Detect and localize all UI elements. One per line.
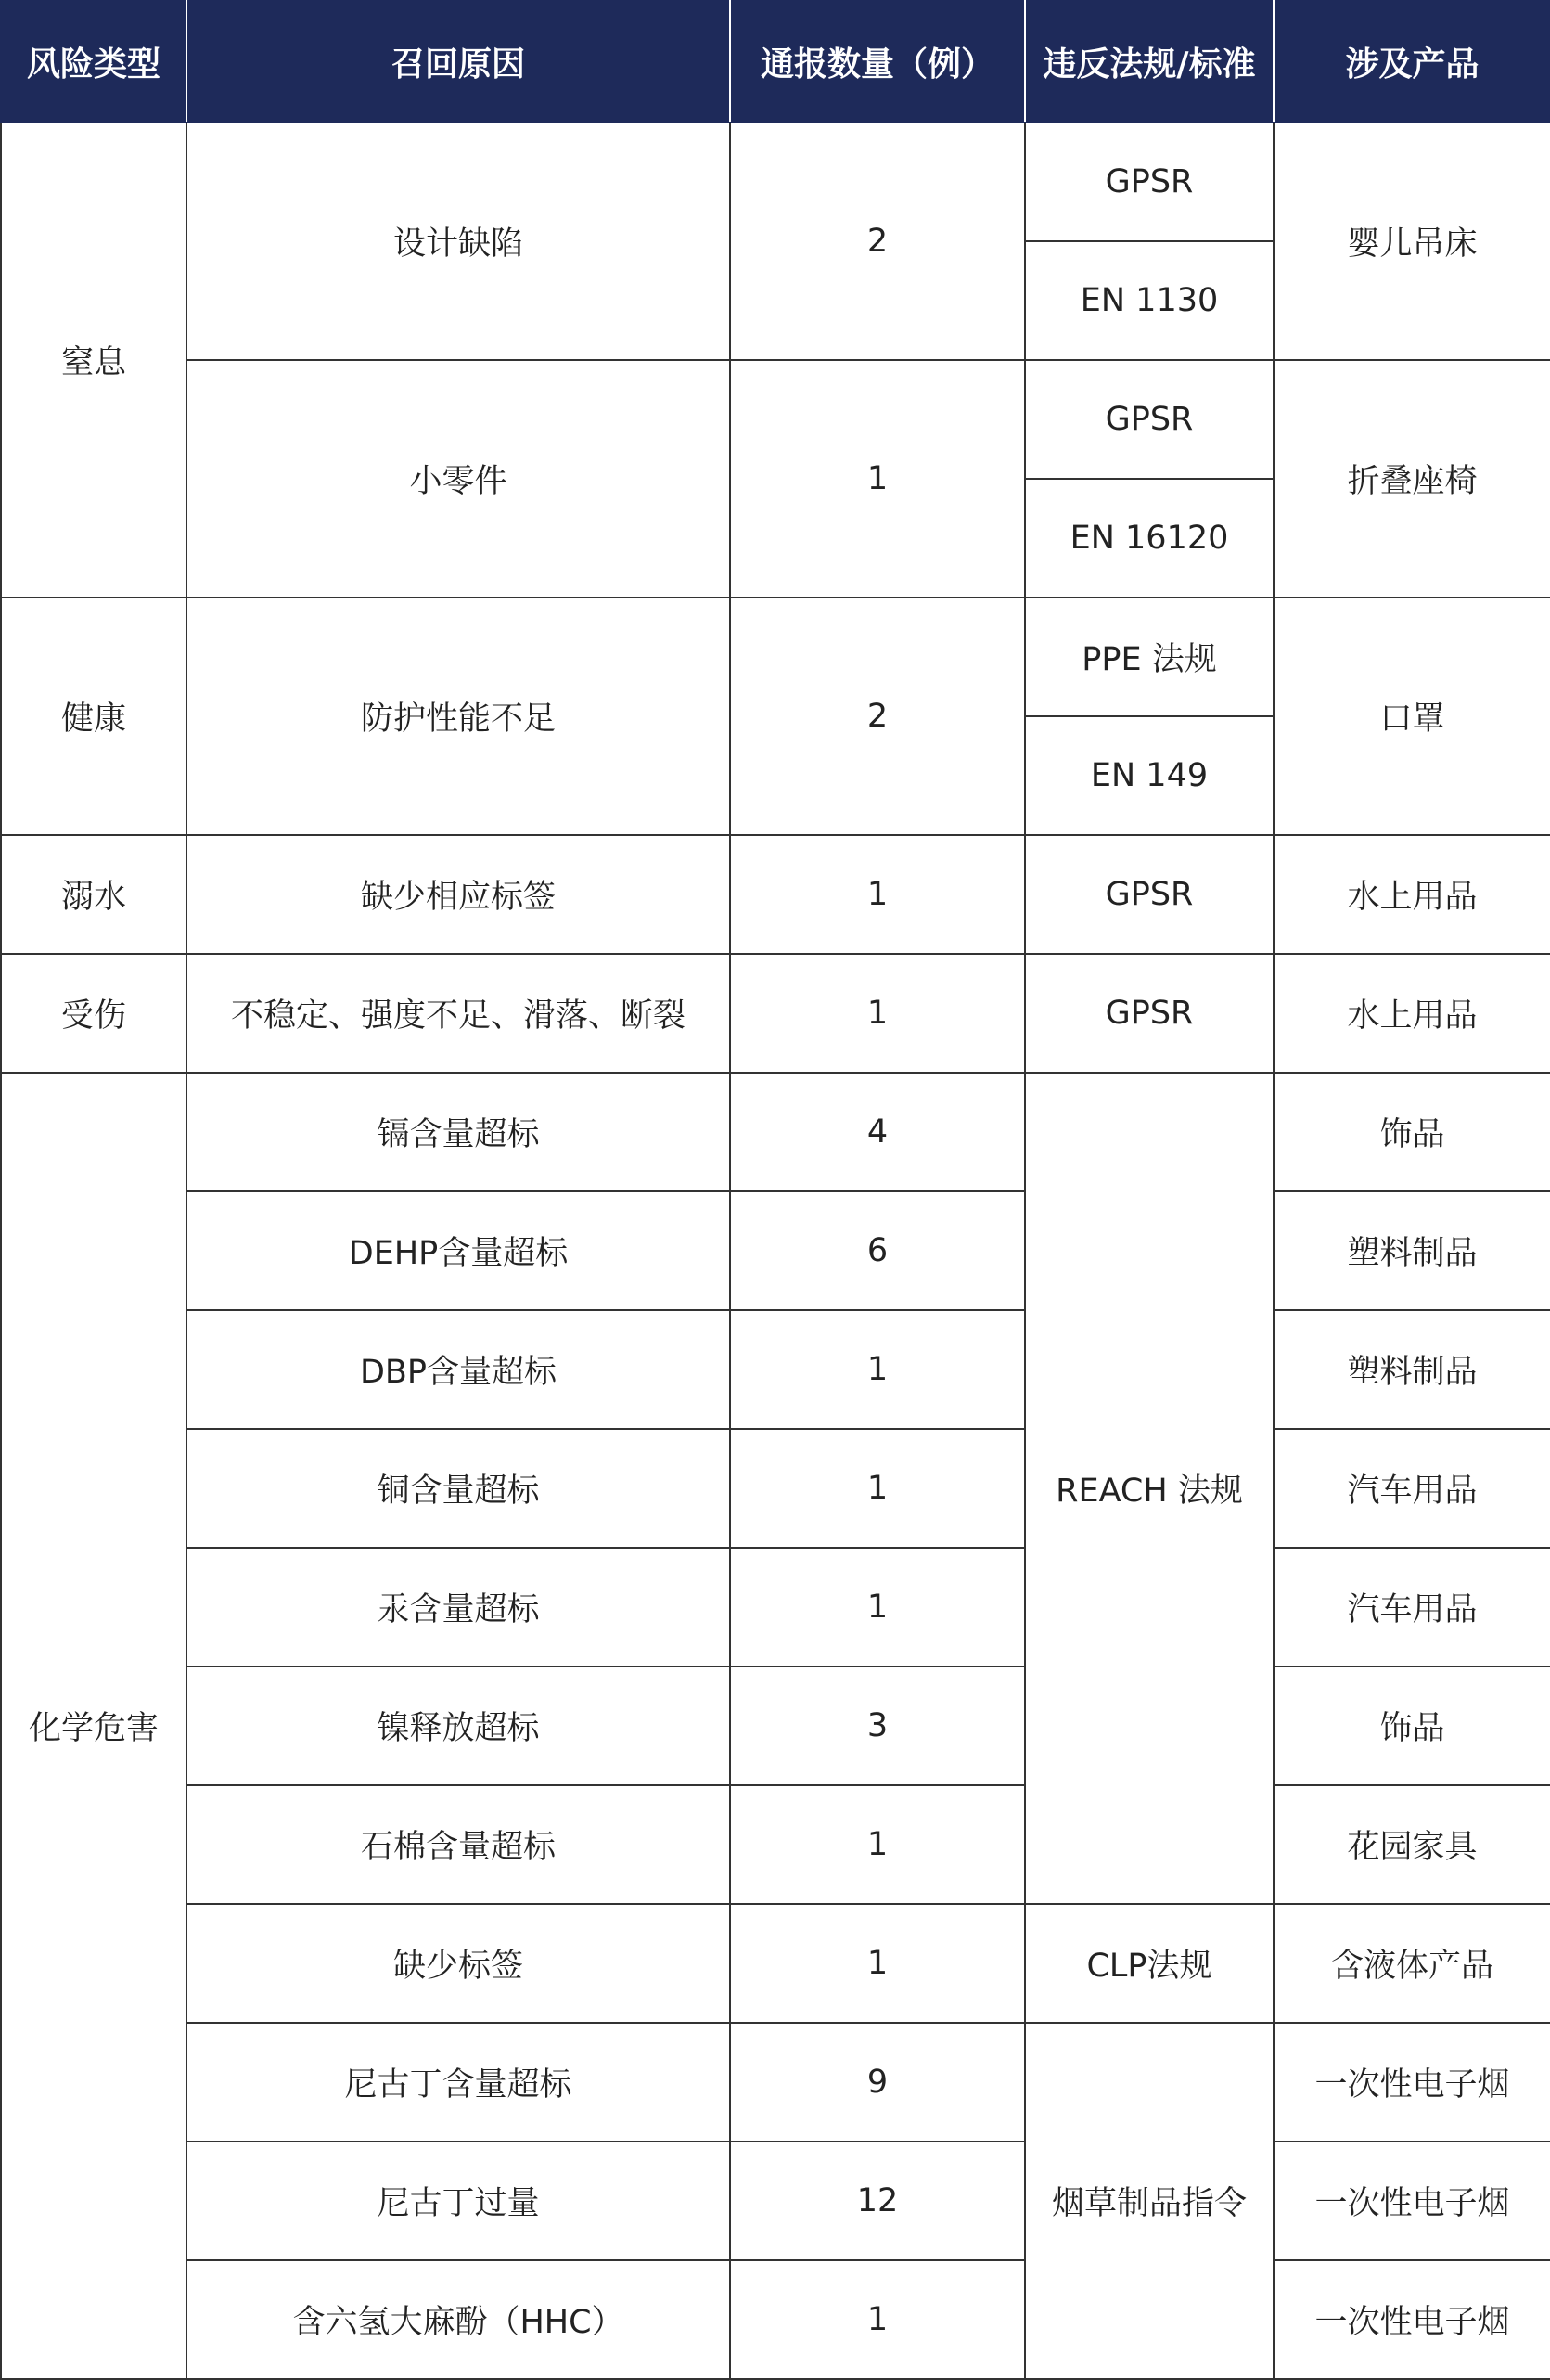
count-cell: 1 <box>730 1785 1025 1904</box>
product-cell: 汽车用品 <box>1274 1429 1550 1548</box>
count-cell: 1 <box>730 360 1025 598</box>
regulation-cell: GPSR <box>1025 360 1274 479</box>
count-cell: 6 <box>730 1191 1025 1310</box>
count-cell: 1 <box>730 954 1025 1073</box>
table-row <box>1 360 1550 479</box>
reason-cell: 尼古丁过量 <box>186 2142 730 2260</box>
header-recall-reason: 召回原因 <box>186 1 730 122</box>
reason-cell: 铜含量超标 <box>186 1429 730 1548</box>
header-report-count: 通报数量（例） <box>730 1 1025 122</box>
table-row <box>1 954 1550 1073</box>
reason-cell: 不稳定、强度不足、滑落、断裂 <box>186 954 730 1073</box>
risk-type-cell: 受伤 <box>1 954 186 1073</box>
product-cell: 婴儿吊床 <box>1274 122 1550 360</box>
product-cell: 饰品 <box>1274 1073 1550 1191</box>
product-cell: 水上用品 <box>1274 954 1550 1073</box>
count-cell: 12 <box>730 2142 1025 2260</box>
regulation-cell: CLP法规 <box>1025 1904 1274 2023</box>
product-cell: 饰品 <box>1274 1666 1550 1785</box>
product-cell: 一次性电子烟 <box>1274 2142 1550 2260</box>
product-cell: 汽车用品 <box>1274 1548 1550 1666</box>
count-cell: 2 <box>730 598 1025 835</box>
regulation-cell: EN 16120 <box>1025 479 1274 598</box>
product-cell: 一次性电子烟 <box>1274 2260 1550 2379</box>
table-row <box>1 835 1550 954</box>
product-cell: 口罩 <box>1274 598 1550 835</box>
reason-cell: 汞含量超标 <box>186 1548 730 1666</box>
reason-cell: 尼古丁含量超标 <box>186 2023 730 2142</box>
regulation-cell: GPSR <box>1025 954 1274 1073</box>
product-cell: 塑料制品 <box>1274 1191 1550 1310</box>
table-row <box>1 1429 1550 1548</box>
count-cell: 4 <box>730 1073 1025 1191</box>
product-cell: 塑料制品 <box>1274 1310 1550 1429</box>
reason-cell: 设计缺陷 <box>186 122 730 360</box>
count-cell: 1 <box>730 1310 1025 1429</box>
table-row <box>1 598 1550 716</box>
regulation-cell: GPSR <box>1025 122 1274 241</box>
header-regulation: 违反法规/标准 <box>1025 1 1274 122</box>
table-row <box>1 1904 1550 2023</box>
product-cell: 折叠座椅 <box>1274 360 1550 598</box>
table-header-row <box>1 1 1550 122</box>
product-cell: 含液体产品 <box>1274 1904 1550 2023</box>
table-row <box>1 2023 1550 2142</box>
product-cell: 一次性电子烟 <box>1274 2023 1550 2142</box>
count-cell: 1 <box>730 1904 1025 2023</box>
risk-type-cell: 健康 <box>1 598 186 835</box>
count-cell: 1 <box>730 1429 1025 1548</box>
count-cell: 1 <box>730 2260 1025 2379</box>
risk-type-cell: 溺水 <box>1 835 186 954</box>
regulation-cell: PPE 法规 <box>1025 598 1274 716</box>
risk-type-cell: 化学危害 <box>1 1073 186 2379</box>
reason-cell: DBP含量超标 <box>186 1310 730 1429</box>
count-cell: 2 <box>730 122 1025 360</box>
table-row <box>1 1191 1550 1310</box>
count-cell: 9 <box>730 2023 1025 2142</box>
header-risk-type: 风险类型 <box>1 1 186 122</box>
regulation-cell: EN 1130 <box>1025 241 1274 360</box>
regulation-cell: REACH 法规 <box>1025 1073 1274 1904</box>
table-row <box>1 2142 1550 2260</box>
product-cell: 花园家具 <box>1274 1785 1550 1904</box>
risk-type-cell: 窒息 <box>1 122 186 598</box>
table-row <box>1 1785 1550 1904</box>
regulation-cell: GPSR <box>1025 835 1274 954</box>
header-product: 涉及产品 <box>1274 1 1550 122</box>
product-cell: 水上用品 <box>1274 835 1550 954</box>
regulation-cell: 烟草制品指令 <box>1025 2023 1274 2379</box>
count-cell: 1 <box>730 1548 1025 1666</box>
table-row <box>1 2260 1550 2379</box>
reason-cell: 含六氢大麻酚（HHC） <box>186 2260 730 2379</box>
reason-cell: 缺少相应标签 <box>186 835 730 954</box>
reason-cell: DEHP含量超标 <box>186 1191 730 1310</box>
table-row <box>1 1666 1550 1785</box>
regulation-cell: EN 149 <box>1025 716 1274 835</box>
table-row <box>1 122 1550 241</box>
count-cell: 3 <box>730 1666 1025 1785</box>
reason-cell: 缺少标签 <box>186 1904 730 2023</box>
table-row <box>1 1073 1550 1191</box>
reason-cell: 镍释放超标 <box>186 1666 730 1785</box>
reason-cell: 防护性能不足 <box>186 598 730 835</box>
table-row <box>1 1548 1550 1666</box>
reason-cell: 镉含量超标 <box>186 1073 730 1191</box>
reason-cell: 小零件 <box>186 360 730 598</box>
table-row <box>1 1310 1550 1429</box>
count-cell: 1 <box>730 835 1025 954</box>
reason-cell: 石棉含量超标 <box>186 1785 730 1904</box>
